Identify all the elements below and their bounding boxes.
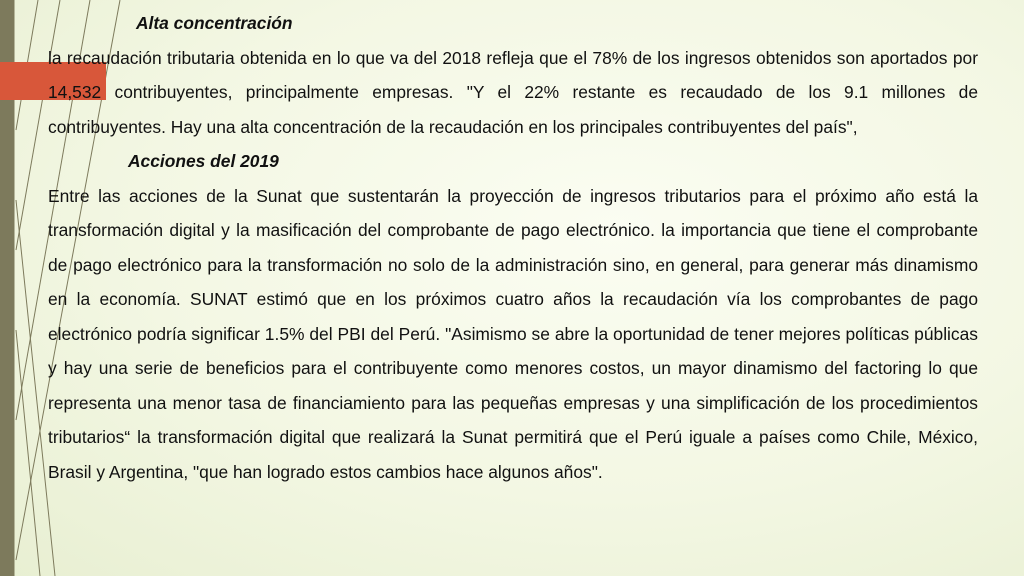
- section-heading-acciones-2019: Acciones del 2019: [128, 151, 279, 171]
- section-body-alta-concentracion: la recaudación tributaria obtenida en lo que va del 2018 refleja que el 78% de los ingresos obtenidos son aportados por 14,532 contribuyentes, principalmente empresas. "Y el 22% restante es recaudado de los 9.1 millones de contribuyentes. Hay una alta concentración de la recaudación en los principales contribuyentes del país",: [48, 47, 978, 137]
- section-body-acciones-2019: Entre las acciones de la Sunat que sustentarán la proyección de ingresos tributarios para el próximo año está la transformación digital y la masificación del comprobante de pago electrónico. la importancia que tiene el comprobante de pago electrónico para la transformación no solo de la administración sino, en general, para generar más dinamismo en la economía. SUNAT estimó que en los próximos cuatro años la recaudación vía los comprobantes de pago electrónico podría significar 1.5% del PBI del Perú. "Asimismo se abre la oportunidad de tener mejores políticas públicas y hay una serie de beneficios para el contribuyente como menores costos, un mayor dinamismo del factoring lo que representa una menor tasa de financiamiento para las pequeñas empresas y una simplificación de los procedimientos tributarios“ la transformación digital que realizará la Sunat permitirá que el Perú iguale a países como Chile, México, Brasil y Argentina, "que han logrado estos cambios hace algunos años".: [48, 185, 978, 482]
- section-heading-alta-concentracion: Alta concentración: [136, 13, 293, 33]
- slide-content: [48, 6, 978, 489]
